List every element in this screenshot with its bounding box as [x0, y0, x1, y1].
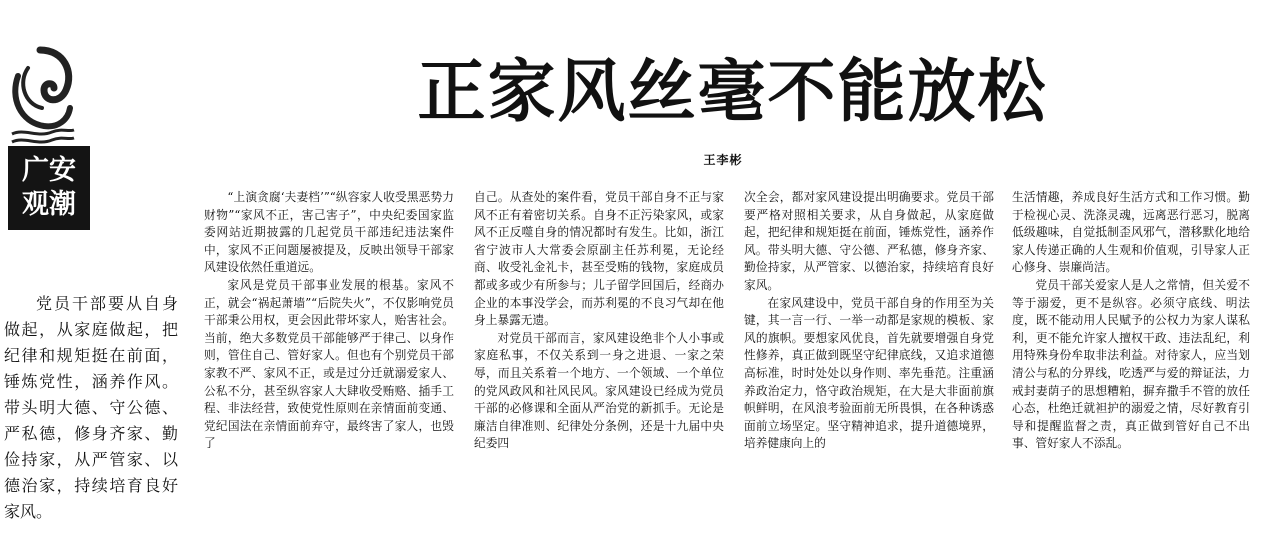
paragraph: 党员干部关爱家人是人之常情，但关爱不等于溺爱，更不是纵容。必须守底线、明法度，既不能动用人民赋予的公权力为家人谋私利，更不能允许家人擅权干政、违法乱纪，利用特殊身份牟取非法利益。对待家人，应当划清公与私的分界线，吃透严与爱的辩证法，力戒封妻荫子的思想糟粕，摒弃撒手不管的放任心态，杜绝迁就袒护的溺爱之情，尽好教育引导和提醒监督之责，真正做到管好自己不出事、管好家人不添乱。	[1012, 277, 1250, 451]
paragraph: 在家风建设中，党员干部自身的作用至为关键，其一言一行、一举一动都是家规的模板、家风的旗帜。要想家风优良，首先就要增强自身党性修养，真正做到既坚守纪律底线，又追求道德高标准，时时处处以身作则、率先垂范。注重涵养政治定力，恪守政治规矩，在大是大非面前旗帜鲜明，在风浪考验面前无所畏惧，在各种诱惑面前立场坚定。坚守精神追求，提升道德境界，培养健康向上的	[744, 295, 994, 451]
wave-emblem-icon	[4, 42, 76, 152]
column-tag-line1: 广安	[22, 155, 76, 186]
column-tag-line2: 观潮	[22, 189, 76, 220]
paragraph: 生活情趣，养成良好生活方式和工作习惯。勤于检视心灵、洗涤灵魂，远离恶行恶习，脱离低级趣味，自觉抵制歪风邪气，潜移默化地给家人传递正确的人生观和价值观，引导家人正心修身、崇廉尚洁。	[1012, 190, 1250, 275]
paragraph: 自己。从查处的案件看，党员干部自身不正与家风不正有着密切关系。自身不正污染家风，或家风不正反噬自身的情况都时有发生。比如，浙江省宁波市人大常委会原副主任苏利冕，无论经商、收受礼金礼卡，甚至受贿的钱物，家庭成员都或多或少有所参与；儿子留学回国后，经商办企业的本事没学会，而苏利冕的不良习气却在他身上暴露无遗。	[474, 190, 724, 328]
body-column-2	[474, 189, 724, 534]
paragraph: 对党员干部而言，家风建设绝非个人小事或家庭私事，不仅关系到一身之进退、一家之荣辱，而且关系着一个地方、一个领域、一个单位的党风政风和社风民风。家风建设已经成为党员干部的必修课和全面从严治党的新抓手。无论是廉洁自律准则、纪律处分条例，还是十九届中央纪委四	[474, 330, 724, 451]
paragraph: 家风是党员干部事业发展的根基。家风不正，就会“祸起萧墙”“后院失火”，不仅影响党员干部秉公用权，更会因此带坏家人，贻害社会。当前，绝大多数党员干部能够严于律己、以身作则，管住自己、管好家人。但也有个别党员干部家教不严、家风不正，或是过分迁就溺爱家人、公私不分，甚至纵容家人大肆收受贿赂、插手工程、非法经营，致使党性原则在亲情面前变通、党纪国法在亲情面前弃守，最终害了家人，也毁了	[204, 277, 454, 451]
paragraph: “上演贪腐‘夫妻档’”“纵容家人收受黑恶势力财物”“家风不正，害己害子”，中央纪委国家监委网站近期披露的几起党员干部违纪违法案件中，家风不正问题屡被提及，反映出领导干部家风建设依然任重道远。	[204, 190, 454, 275]
paragraph: 次全会，都对家风建设提出明确要求。党员干部要严格对照相关要求，从自身做起，从家庭做起，把纪律和规矩挺在前面，锤炼党性，涵养作风。带头明大德、守公德、严私德，修身齐家、勤俭持家，从严管家、以德治家，持续培育良好家风。	[744, 190, 994, 292]
article-headline: 正家风丝毫不能放松	[417, 52, 1048, 132]
article-byline: 王李彬	[703, 153, 743, 167]
body-column-4	[1012, 189, 1250, 534]
column-tag	[8, 146, 90, 230]
lede-text: 党员干部要从自身做起，从家庭做起，把纪律和规矩挺在前面，锤炼党性，涵养作风。带头明大德、守公德、严私德，修身齐家、勤俭持家，从严管家、以德治家，持续培育良好家风。	[4, 294, 178, 521]
body-column-1	[204, 189, 454, 534]
article-lede	[4, 291, 178, 525]
body-column-3	[744, 189, 994, 534]
